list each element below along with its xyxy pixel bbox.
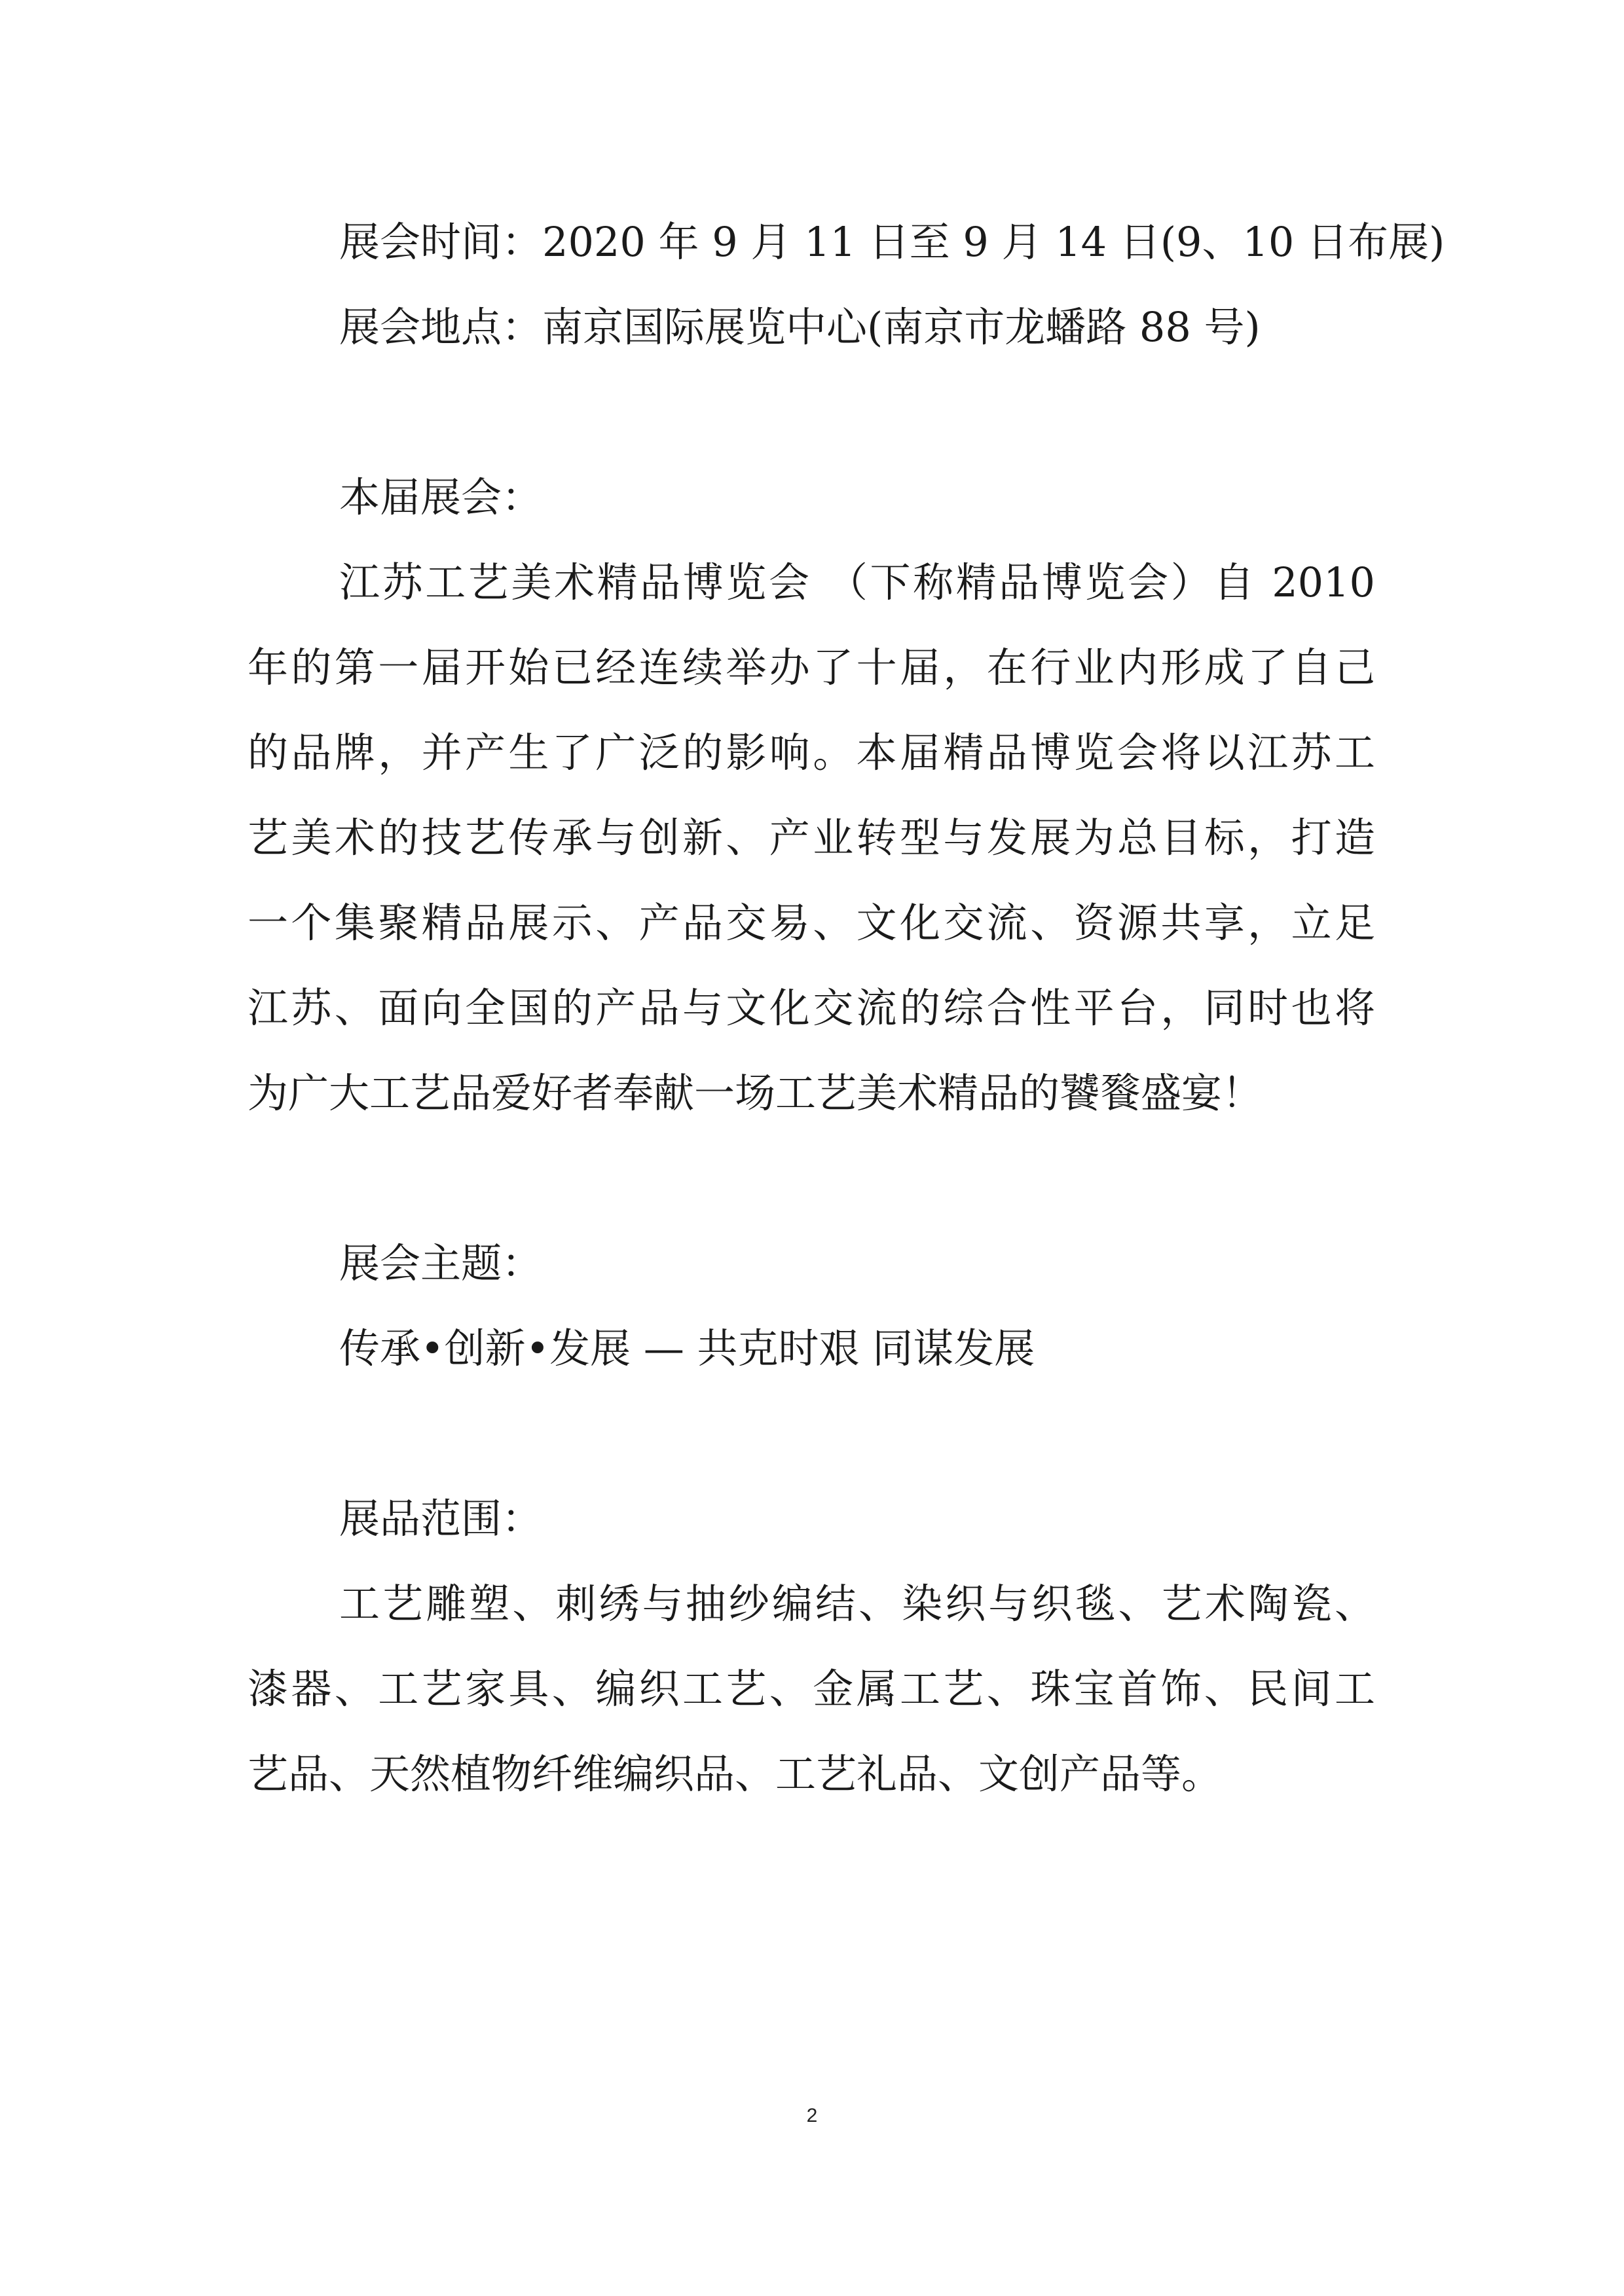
- scope-heading: 展品范围：: [339, 1495, 543, 1542]
- exhibition-venue: 展会地点：南京国际展览中心(南京市龙蟠路 88 号): [339, 303, 1261, 351]
- scope-line-3: 艺品、天然植物纤维编织品、工艺礼品、文创产品等。: [248, 1750, 1223, 1798]
- this-session-line-4: 艺美术的技艺传承与创新、产业转型与发展为总目标，打造: [248, 814, 1375, 862]
- this-session-heading: 本届展会：: [339, 473, 543, 521]
- this-session-line-2: 年的第一届开始已经连续举办了十届，在行业内形成了自己: [248, 644, 1375, 691]
- page-number: 2: [806, 2105, 818, 2126]
- scope-line-1: 工艺雕塑、刺绣与抽纱编结、染织与织毯、艺术陶瓷、: [339, 1580, 1375, 1628]
- this-session-line-6: 江苏、面向全国的产品与文化交流的综合性平台，同时也将: [248, 984, 1375, 1032]
- theme-text: 传承•创新•发展 — 共克时艰 同谋发展: [339, 1324, 1035, 1372]
- theme-heading: 展会主题：: [339, 1239, 543, 1287]
- this-session-line-1: 江苏工艺美术精品博览会 （下称精品博览会）自 2010: [339, 558, 1375, 606]
- this-session-line-5: 一个集聚精品展示、产品交易、文化交流、资源共享，立足: [248, 899, 1375, 947]
- this-session-line-7: 为广大工艺品爱好者奉献一场工艺美术精品的饕餮盛宴！: [248, 1069, 1263, 1117]
- scope-line-2: 漆器、工艺家具、编织工艺、金属工艺、珠宝首饰、民间工: [248, 1665, 1375, 1713]
- this-session-line-3: 的品牌，并产生了广泛的影响。本届精品博览会将以江苏工: [248, 729, 1375, 776]
- exhibition-time: 展会时间：2020 年 9 月 11 日至 9 月 14 日(9、10 日布展): [339, 218, 1445, 266]
